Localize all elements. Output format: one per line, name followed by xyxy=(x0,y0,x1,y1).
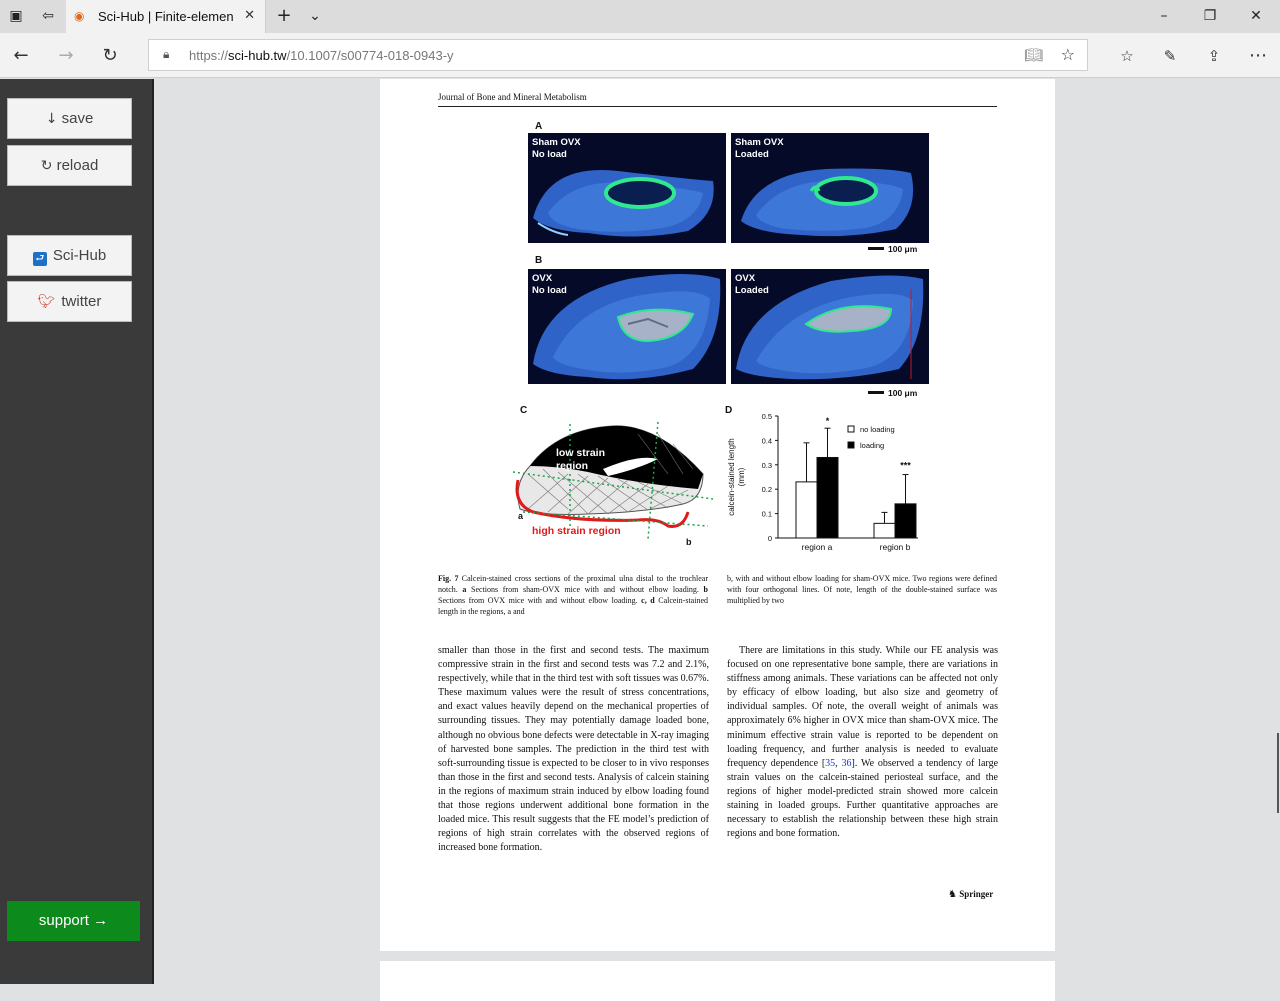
chevron-down-icon[interactable]: ⌄ xyxy=(309,8,321,24)
back-arrow-icon[interactable]: ← xyxy=(13,45,29,66)
save-label: save xyxy=(61,110,94,127)
save-button[interactable] xyxy=(7,98,132,139)
minimize-icon[interactable]: – xyxy=(1160,8,1168,24)
micrograph-caption: Sham OVX No load xyxy=(532,137,581,160)
point-a-label: a xyxy=(518,511,524,521)
navigation-bar xyxy=(0,33,1280,78)
y-tick-label: 0.2 xyxy=(761,485,772,495)
bar xyxy=(895,504,916,538)
forward-arrow-icon[interactable]: → xyxy=(58,45,74,66)
publisher-label: Springer xyxy=(959,889,994,899)
springer-horse-icon: ♞ xyxy=(948,889,957,900)
reading-view-icon[interactable]: 📖︎ xyxy=(1023,46,1043,64)
new-tab-icon[interactable]: + xyxy=(276,5,292,26)
legend-swatch xyxy=(848,442,854,448)
favorite-star-icon[interactable]: ☆ xyxy=(1060,45,1075,64)
x-category-label: region b xyxy=(879,542,911,552)
micrograph-ovx-loaded xyxy=(731,269,929,384)
low-strain-label: low strain region xyxy=(556,447,606,472)
twitter-link-button[interactable] xyxy=(7,281,132,322)
legend-label: no loading xyxy=(860,425,895,434)
y-tick-label: 0.3 xyxy=(761,460,772,470)
micrograph-ovx-no-load xyxy=(528,269,726,384)
high-strain-label: high strain region xyxy=(532,525,621,537)
scihub-label: Sci-Hub xyxy=(52,247,107,264)
support-button[interactable]: support → xyxy=(7,901,140,941)
title-bar xyxy=(0,0,1280,33)
lock-icon: 🔒︎ xyxy=(163,47,170,61)
pdf-viewer[interactable] xyxy=(156,79,1280,984)
twitter-label: twitter xyxy=(61,293,102,310)
panel-label-d: D xyxy=(725,405,733,416)
tab-actions-icon[interactable]: ▣ xyxy=(9,8,23,24)
micrograph-sham-loaded xyxy=(731,133,929,243)
scihub-link-button[interactable] xyxy=(7,235,132,276)
legend-swatch xyxy=(848,426,854,432)
address-bar[interactable] xyxy=(148,39,1088,71)
reload-label: reload xyxy=(56,157,99,174)
panel-label-b: B xyxy=(535,255,543,266)
significance-marker: * xyxy=(825,416,830,427)
springer-logo xyxy=(948,889,993,900)
y-tick-label: 0.1 xyxy=(761,509,772,519)
pdf-page xyxy=(380,79,1055,951)
calcein-bar-chart xyxy=(724,404,924,564)
share-icon[interactable]: ⇪ xyxy=(1207,47,1221,65)
restore-icon[interactable]: ❐ xyxy=(1203,8,1217,24)
caption-left: Fig. 7 Calcein-stained cross sections of the proximal ulna distal to the trochlear notch. a Sections from sham-OVX mice with and without elbow loading. b Sections from OVX mice with and without elbow loading. c, d Calcein-stained length in the regions, a and xyxy=(438,574,708,616)
x-category-label: region a xyxy=(801,542,833,552)
citation-link[interactable]: 36 xyxy=(841,757,852,769)
pdf-page-next xyxy=(380,961,1055,1001)
favorites-hub-icon[interactable]: ☆ xyxy=(1120,47,1134,65)
point-b-label: b xyxy=(686,537,692,547)
micrograph-caption: OVX No load xyxy=(532,273,567,296)
scale-bar: 100 μm xyxy=(868,388,917,398)
panel-label-a: A xyxy=(535,121,543,132)
body-text-right: There are limitations in this study. While our FE analysis was focused on one representative bone sample, there are variations in stiffness among animals. These variations can be affected not only by efficacy of elbow loading, but also size and geometry of individual samples. Of note, the overall weight of animals was approximately 6% higher in OVX mice than sham-OVX mice. The minimum effective strain value is reported to be dependent on loading frequency, and further analysis is needed to evaluate frequency dependence [35, 36]. We observed a tendency of large strain values on the calcein-stained periosteal surface, and the regions of higher model-predicted strain showed more calcein staining in loaded groups. Further quantitative approaches are necessary to establish the relationship between these high strain regions and bone formation. xyxy=(727,645,999,840)
bird-icon: 🐦︎ xyxy=(37,294,56,310)
bar xyxy=(796,482,817,538)
url-text: https://sci-hub.tw/10.1007/s00774-018-0943-y xyxy=(189,48,454,63)
y-axis-label: calcein-stained length xyxy=(727,438,736,516)
micrograph-caption: OVX Loaded xyxy=(735,273,769,296)
close-window-icon[interactable]: ✕ xyxy=(1250,8,1262,24)
scihub-logo-icon: ⮐ xyxy=(33,252,47,266)
legend-label: loading xyxy=(860,441,885,450)
journal-header: Journal of Bone and Mineral Metabolism xyxy=(438,92,587,102)
bar xyxy=(874,523,895,538)
y-tick-label: 0.4 xyxy=(761,436,772,446)
pen-notes-icon[interactable]: ✎ xyxy=(1163,47,1177,65)
refresh-icon[interactable]: ↻ xyxy=(102,45,118,66)
tab-scihub[interactable] xyxy=(66,0,266,33)
close-tab-icon[interactable]: ✕ xyxy=(244,8,255,23)
panel-label-c: C xyxy=(520,405,528,416)
tab-title: Sci-Hub | Finite-elemen xyxy=(98,9,234,24)
more-menu-icon[interactable]: ⋯ xyxy=(1249,45,1267,66)
header-rule xyxy=(438,106,997,107)
scihub-sidebar xyxy=(0,79,154,984)
fe-model-diagram xyxy=(508,414,718,549)
set-aside-tabs-icon[interactable]: ⇦ xyxy=(42,8,54,24)
y-axis-label: (mm) xyxy=(737,467,746,487)
reload-button[interactable] xyxy=(7,145,132,186)
eye-icon: ◉ xyxy=(74,9,85,23)
citation-link[interactable]: 35 xyxy=(825,757,836,769)
y-tick-label: 0.5 xyxy=(761,412,772,421)
y-tick-label: 0 xyxy=(767,534,772,543)
micrograph-sham-no-load xyxy=(528,133,726,243)
scale-bar: 100 μm xyxy=(868,244,917,254)
vertical-scrollbar[interactable] xyxy=(1277,733,1279,813)
reload-icon: ↻ xyxy=(40,158,53,174)
download-arrow-icon: ↓ xyxy=(45,111,58,127)
body-text-left: smaller than those in the first and second tests. The maximum compressive strain in the first and second tests was 7.2 and 2.1%, respectively, while that in the third test with soft tissues was 0.67%. These maximum values were the result of stress concentrations, and exact values heavily depend on the mechanical properties of surrounding tissues. They may potentially damage loaded bone, although no obvious bone defects were detectable in X-ray imaging of harvested bone samples. The prediction in the third test with soft-surrounding tissue is expected to be closer to in vivo responses than those in the first and second tests. Analysis of calcein staining in the regions of maximum strain induced by elbow loading found that those regions underwent additional bone formation in the loaded mice. This result suggests that the FE model’s prediction of regions of high strain correlates with the observed regions of increased bone formation. xyxy=(438,645,709,854)
bar xyxy=(817,457,838,538)
caption-right: b, with and without elbow loading for sham-OVX mice. Two regions were defined with four orthogonal lines. Of note, length of the double-stained surface was multiplied by two xyxy=(727,574,997,605)
micrograph-caption: Sham OVX Loaded xyxy=(735,137,784,160)
significance-marker: *** xyxy=(900,460,911,471)
